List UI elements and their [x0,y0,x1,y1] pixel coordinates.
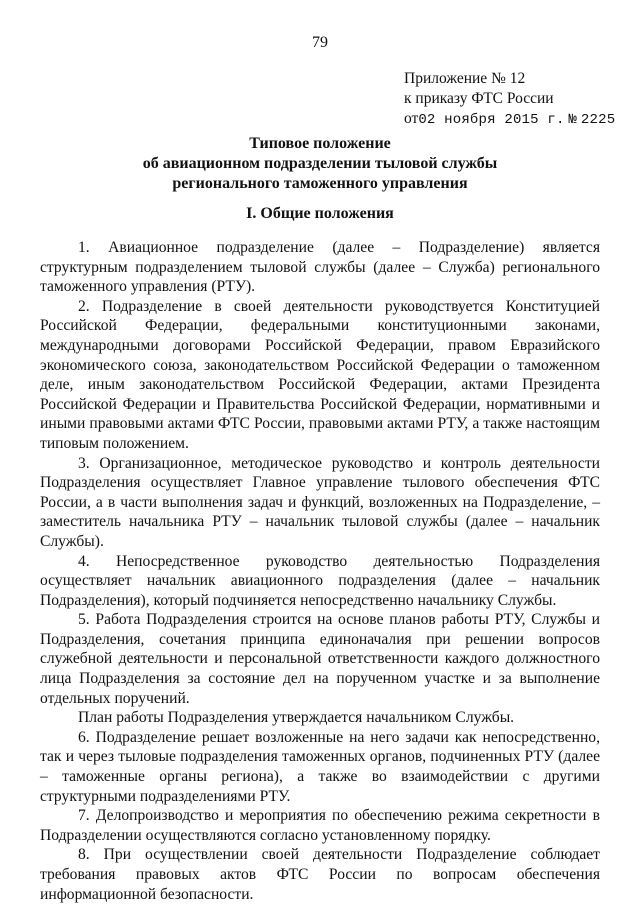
document-title [0,134,640,194]
order-number: 2225 [580,112,616,128]
paragraph-3: 3. Организационное, методическое руководство и контроль деятельности Подразделения осуществляет Главное управление тылового обеспечения ФТС России, а в части выполнения задач и функций, возложенных на Подразделение, – заместитель начальника РТУ – начальник тыловой службы (далее – начальник Службы). [40,454,600,550]
paragraph-5-plan: План работы Подразделения утверждается начальником Службы. [78,709,515,727]
paragraph-1: 1. Авиационное подразделение (далее – Подразделение) является структурным подразделением тыловой службы (далее – Служба) регионального таможенного управления (РТУ). [40,239,600,296]
appendix-line-3 [404,109,615,130]
title-line-2: об авиационном подразделении тыловой службы [142,155,498,172]
page-number: 79 [312,34,328,51]
date-stamp: 02 ноября 2015 г. [418,112,565,128]
appendix-line-2: к приказу ФТС России [404,90,554,107]
document-body [40,238,600,904]
paragraph-8: 8. При осуществлении своей деятельности Подразделение соблюдает требования правовых актов ФТС России по вопросам обеспечения информационной безопасности. [40,846,600,903]
number-sign: № [568,112,578,128]
appendix-date-prefix: от [404,110,419,127]
paragraph-7: 7. Делопроизводство и мероприятия по обеспечению режима секретности в Подразделении осуществляются согласно установленному порядку. [40,807,600,844]
section-heading: I. Общие положения [246,205,394,222]
title-line-3: регионального таможенного управления [172,175,468,192]
appendix-line-1: Приложение № 12 [404,70,526,87]
paragraph-2: 2. Подразделение в своей деятельности руководствуется Конституцией Российской Федерации, федеральными конституционными законами, международными договорами Российской Федерации, правом Евразийского экономического союза, законодательством Российской Федерации о таможенном деле, иным законодательством Российской Федерации, актами Президента Российской Федерации и Правительства Российской Федерации, нормативными и иными правовыми актами ФТС России, правовыми актами РТУ, а также настоящим типовым положением. [40,297,600,452]
paragraph-6: 6. Подразделение решает возложенные на него задачи как непосредственно, так и через тыловые подразделения таможенных органов, подчиненных РТУ (далее – таможенные органы региона), а также во взаимодействии с другими структурными подразделениями РТУ. [40,728,600,805]
appendix-block [404,69,615,130]
paragraph-4: 4. Непосредственное руководство деятельностью Подразделения осуществляет начальник авиационного подразделения (далее – начальник Подразделения), который подчиняется непосредственно начальнику Службы. [40,552,600,609]
paragraph-5: 5. Работа Подразделения строится на основе планов работы РТУ, Службы и Подразделения, сочетания принципа единоначалия при решении вопросов служебной деятельности и персональной ответственности каждого должностного лица Подразделения за состояние дел на порученном участке и за выполнение отдельных поручений. [40,611,600,707]
title-line-1: Типовое положение [249,135,391,152]
